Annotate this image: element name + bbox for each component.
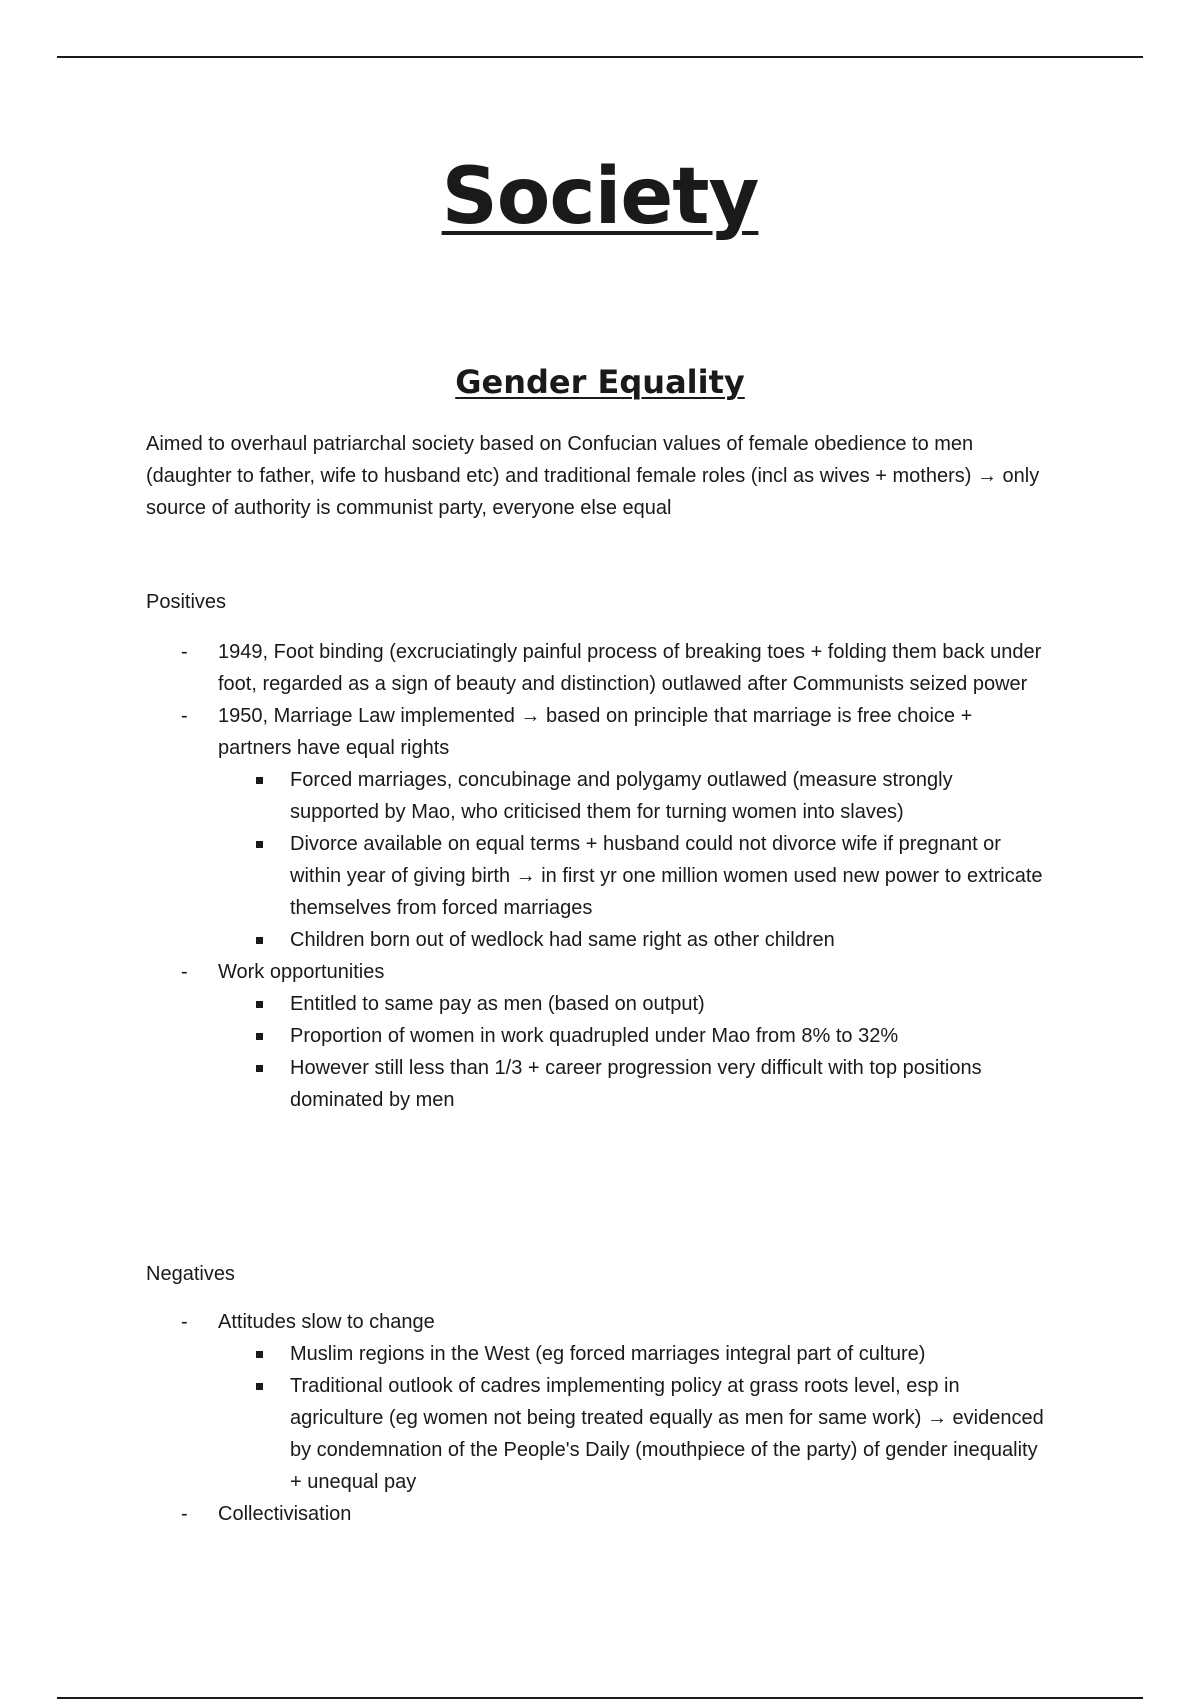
negatives-label: Negatives bbox=[146, 1263, 235, 1285]
dash-marker: - bbox=[181, 961, 188, 983]
list-item-text: Work opportunities bbox=[218, 961, 385, 983]
positives-label: Positives bbox=[146, 591, 227, 613]
list-item-text: Collectivisation bbox=[218, 1503, 352, 1525]
list-item-text: 1949, Foot binding (excruciatingly painful process of breaking toes + folding them back under foot, regarded as a sign of beauty and distinction) outlawed after Communists seized power bbox=[218, 641, 1042, 695]
list-item-text: Entitled to same pay as men (based on output) bbox=[290, 993, 705, 1015]
list-item-text: Muslim regions in the West (eg forced marriages integral part of culture) bbox=[290, 1343, 926, 1365]
list-item-text: Traditional outlook of cadres implementing policy at grass roots level, esp in agriculture (eg women not being treated equally as men for same work) → evidenced by condemnation of the People's Daily (mouthpiece of the party) of gender inequality + unequal pay bbox=[290, 1375, 1044, 1493]
section-heading bbox=[0, 363, 1200, 401]
square-bullet-icon bbox=[256, 1351, 263, 1358]
dash-marker: - bbox=[181, 705, 188, 727]
page-title-text: Society bbox=[441, 152, 759, 242]
square-bullet-icon bbox=[256, 1001, 263, 1008]
sub-list-item bbox=[146, 1052, 1046, 1116]
square-bullet-icon bbox=[256, 1383, 263, 1390]
list-item-text: Proportion of women in work quadrupled under Mao from 8% to 32% bbox=[290, 1025, 899, 1047]
square-bullet-icon bbox=[256, 937, 263, 944]
top-horizontal-rule bbox=[57, 56, 1143, 58]
list-item-text: Attitudes slow to change bbox=[218, 1311, 435, 1333]
list-item bbox=[146, 636, 1046, 700]
sub-list-item bbox=[146, 828, 1046, 924]
sub-list-item bbox=[146, 764, 1046, 828]
sub-list-item bbox=[146, 924, 1046, 956]
negatives-list bbox=[146, 1306, 1046, 1530]
list-item bbox=[146, 1306, 1046, 1338]
positives-list bbox=[146, 636, 1046, 1116]
list-item-text: Children born out of wedlock had same right as other children bbox=[290, 929, 835, 951]
list-item bbox=[146, 1498, 1046, 1530]
square-bullet-icon bbox=[256, 1065, 263, 1072]
bottom-horizontal-rule bbox=[57, 1697, 1143, 1699]
dash-marker: - bbox=[181, 641, 188, 663]
list-item-text: Divorce available on equal terms + husband could not divorce wife if pregnant or within year of giving birth → in first yr one million women used new power to extricate themselves from forced marriages bbox=[290, 833, 1043, 919]
square-bullet-icon bbox=[256, 1033, 263, 1040]
list-item-text: Forced marriages, concubinage and polygamy outlawed (measure strongly supported by Mao, who criticised them for turning women into slaves) bbox=[290, 769, 953, 823]
list-item bbox=[146, 956, 1046, 988]
square-bullet-icon bbox=[256, 777, 263, 784]
list-item-text: However still less than 1/3 + career progression very difficult with top positions dominated by men bbox=[290, 1057, 982, 1111]
dash-marker: - bbox=[181, 1503, 188, 1525]
list-item-text: 1950, Marriage Law implemented → based on principle that marriage is free choice + partners have equal rights bbox=[218, 705, 973, 759]
section-heading-text: Gender Equality bbox=[455, 363, 745, 401]
sub-list-item bbox=[146, 1370, 1046, 1498]
page-title bbox=[0, 152, 1200, 242]
dash-marker: - bbox=[181, 1311, 188, 1333]
square-bullet-icon bbox=[256, 841, 263, 848]
sub-list-item bbox=[146, 1020, 1046, 1052]
sub-list-item bbox=[146, 1338, 1046, 1370]
list-item bbox=[146, 700, 1046, 764]
intro-paragraph: Aimed to overhaul patriarchal society based on Confucian values of female obedience to men (daughter to father, wife to husband etc) and traditional female roles (incl as wives + mothers) → only source of authority is communist party, everyone else equal bbox=[146, 433, 1040, 519]
sub-list-item bbox=[146, 988, 1046, 1020]
